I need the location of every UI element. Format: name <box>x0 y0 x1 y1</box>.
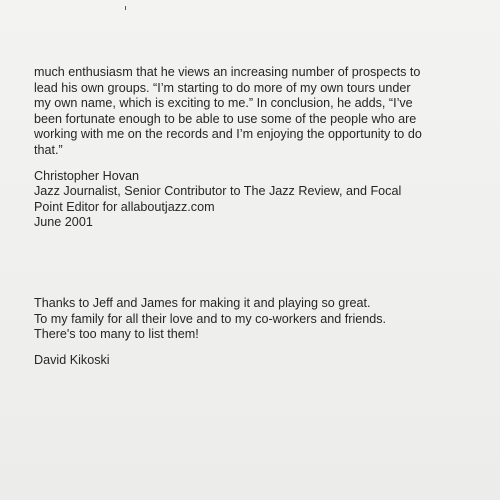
review-line: much enthusiasm that he views an increasing number of prospects to <box>34 65 421 79</box>
credits-line: Thanks to Jeff and James for making it and playing so great. <box>34 296 371 310</box>
credits-section <box>34 296 474 368</box>
spacer <box>34 159 474 169</box>
review-line: that.” <box>34 142 63 157</box>
credits-signature <box>34 353 474 369</box>
review-author-title: Point Editor for allaboutjazz.com <box>34 199 215 214</box>
paper-speck <box>125 6 126 10</box>
credits-line: To my family for all their love and to my co-workers and friends. <box>34 311 387 326</box>
review-date: June 2001 <box>34 215 93 230</box>
review-line: lead his own groups. “I’m starting to do more of my own tours under <box>34 80 411 95</box>
spacer <box>34 343 474 353</box>
review-author: Christopher Hovan <box>34 168 139 183</box>
review-author-title: Jazz Journalist, Senior Contributor to The Jazz Review, and Focal <box>34 184 402 199</box>
credits-line: There's too many to list them! <box>34 327 199 342</box>
credits-paragraph <box>34 296 474 343</box>
review-paragraph <box>34 65 474 159</box>
review-section <box>34 65 474 231</box>
review-line: been fortunate enough to be able to use some of the people who are <box>34 111 417 126</box>
review-line: working with me on the records and I’m enjoying the opportunity to do <box>34 127 422 142</box>
review-attribution <box>34 169 474 231</box>
signature-name: David Kikoski <box>34 352 110 367</box>
review-line: my own name, which is exciting to me.” In conclusion, he adds, “I’ve <box>34 96 413 111</box>
